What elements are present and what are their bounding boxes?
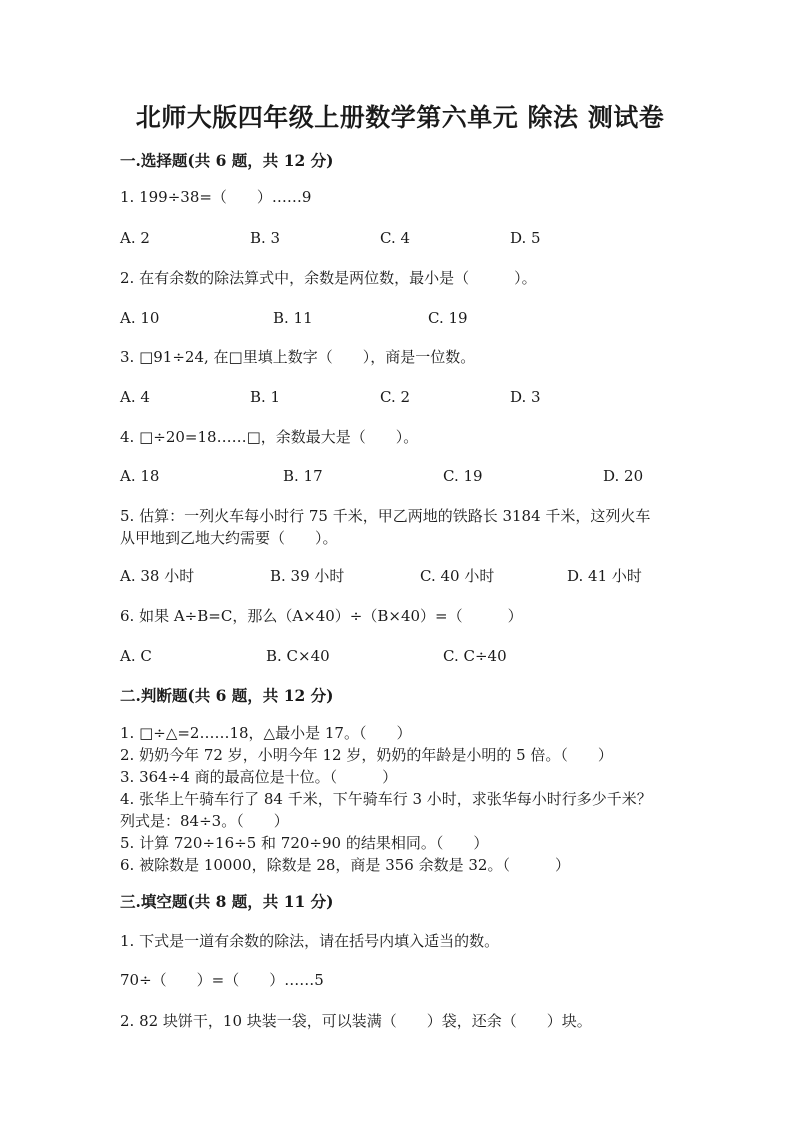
question-3: 3. □91÷24, 在□里填上数字（ ），商是一位数。 xyxy=(120,348,476,366)
question-5-line-1: 5. 估算：一列火车每小时行 75 千米，甲乙两地的铁路长 3184 千米，这列火车 xyxy=(120,507,651,525)
q4-option-a: A. 18 xyxy=(120,467,160,485)
section-heading-fill: 三.填空题(共 8 题，共 11 分) xyxy=(120,892,334,911)
fill-item-1: 1. 下式是一道有余数的除法，请在括号内填入适当的数。 xyxy=(120,932,500,950)
q3-option-a: A. 4 xyxy=(120,388,150,406)
q5-option-b: B. 39 小时 xyxy=(270,567,345,585)
q1-option-a: A. 2 xyxy=(120,229,150,247)
judge-item-1: 1. □÷△=2……18，△最小是 17。（ ） xyxy=(120,724,412,742)
q4-option-d: D. 20 xyxy=(603,467,644,485)
fill-item-1-formula: 70÷（ ）=（ ）……5 xyxy=(120,971,324,989)
judge-item-4-line-1: 4. 张华上午骑车行了 84 千米，下午骑车行 3 小时，求张华每小时行多少千米？ xyxy=(120,790,652,808)
q1-option-d: D. 5 xyxy=(510,229,541,247)
q6-option-c: C. C÷40 xyxy=(443,647,507,665)
q4-option-c: C. 19 xyxy=(443,467,483,485)
q3-option-d: D. 3 xyxy=(510,388,541,406)
question-4: 4. □÷20=18……□，余数最大是（ ）。 xyxy=(120,428,419,446)
q2-option-c: C. 19 xyxy=(428,309,468,327)
q3-option-b: B. 1 xyxy=(250,388,281,406)
section-heading-judge: 二.判断题(共 6 题，共 12 分) xyxy=(120,686,334,705)
judge-item-4-line-2: 列式是：84÷3。（ ） xyxy=(120,812,289,830)
judge-item-3: 3. 364÷4 商的最高位是十位。（ ） xyxy=(120,768,398,786)
fill-item-2: 2. 82 块饼干，10 块装一袋，可以装满（ ）袋，还余（ ）块。 xyxy=(120,1012,592,1030)
q3-option-c: C. 2 xyxy=(380,388,411,406)
q1-option-c: C. 4 xyxy=(380,229,411,247)
judge-item-2: 2. 奶奶今年 72 岁，小明今年 12 岁，奶奶的年龄是小明的 5 倍。（ ） xyxy=(120,746,613,764)
q1-option-b: B. 3 xyxy=(250,229,281,247)
q2-option-b: B. 11 xyxy=(273,309,313,327)
page-title: 北师大版四年级上册数学第六单元 除法 测试卷 xyxy=(135,103,665,132)
q2-option-a: A. 10 xyxy=(120,309,160,327)
q5-option-a: A. 38 小时 xyxy=(120,567,195,585)
q5-option-d: D. 41 小时 xyxy=(567,567,642,585)
q4-option-b: B. 17 xyxy=(283,467,323,485)
q6-option-a: A. C xyxy=(120,647,152,665)
question-6: 6. 如果 A÷B=C，那么（A×40）÷（B×40）=（ ） xyxy=(120,607,523,625)
section-heading-choice: 一.选择题(共 6 题，共 12 分) xyxy=(120,151,334,170)
question-2: 2. 在有余数的除法算式中，余数是两位数，最小是（ ）。 xyxy=(120,269,537,287)
q6-option-b: B. C×40 xyxy=(266,647,330,665)
q5-option-c: C. 40 小时 xyxy=(420,567,495,585)
judge-item-5: 5. 计算 720÷16÷5 和 720÷90 的结果相同。（ ） xyxy=(120,834,489,852)
judge-item-6: 6. 被除数是 10000，除数是 28，商是 356 余数是 32。（ ） xyxy=(120,856,570,874)
question-1: 1. 199÷38=（ ）……9 xyxy=(120,188,312,206)
question-5-line-2: 从甲地到乙地大约需要（ ）。 xyxy=(120,529,338,547)
